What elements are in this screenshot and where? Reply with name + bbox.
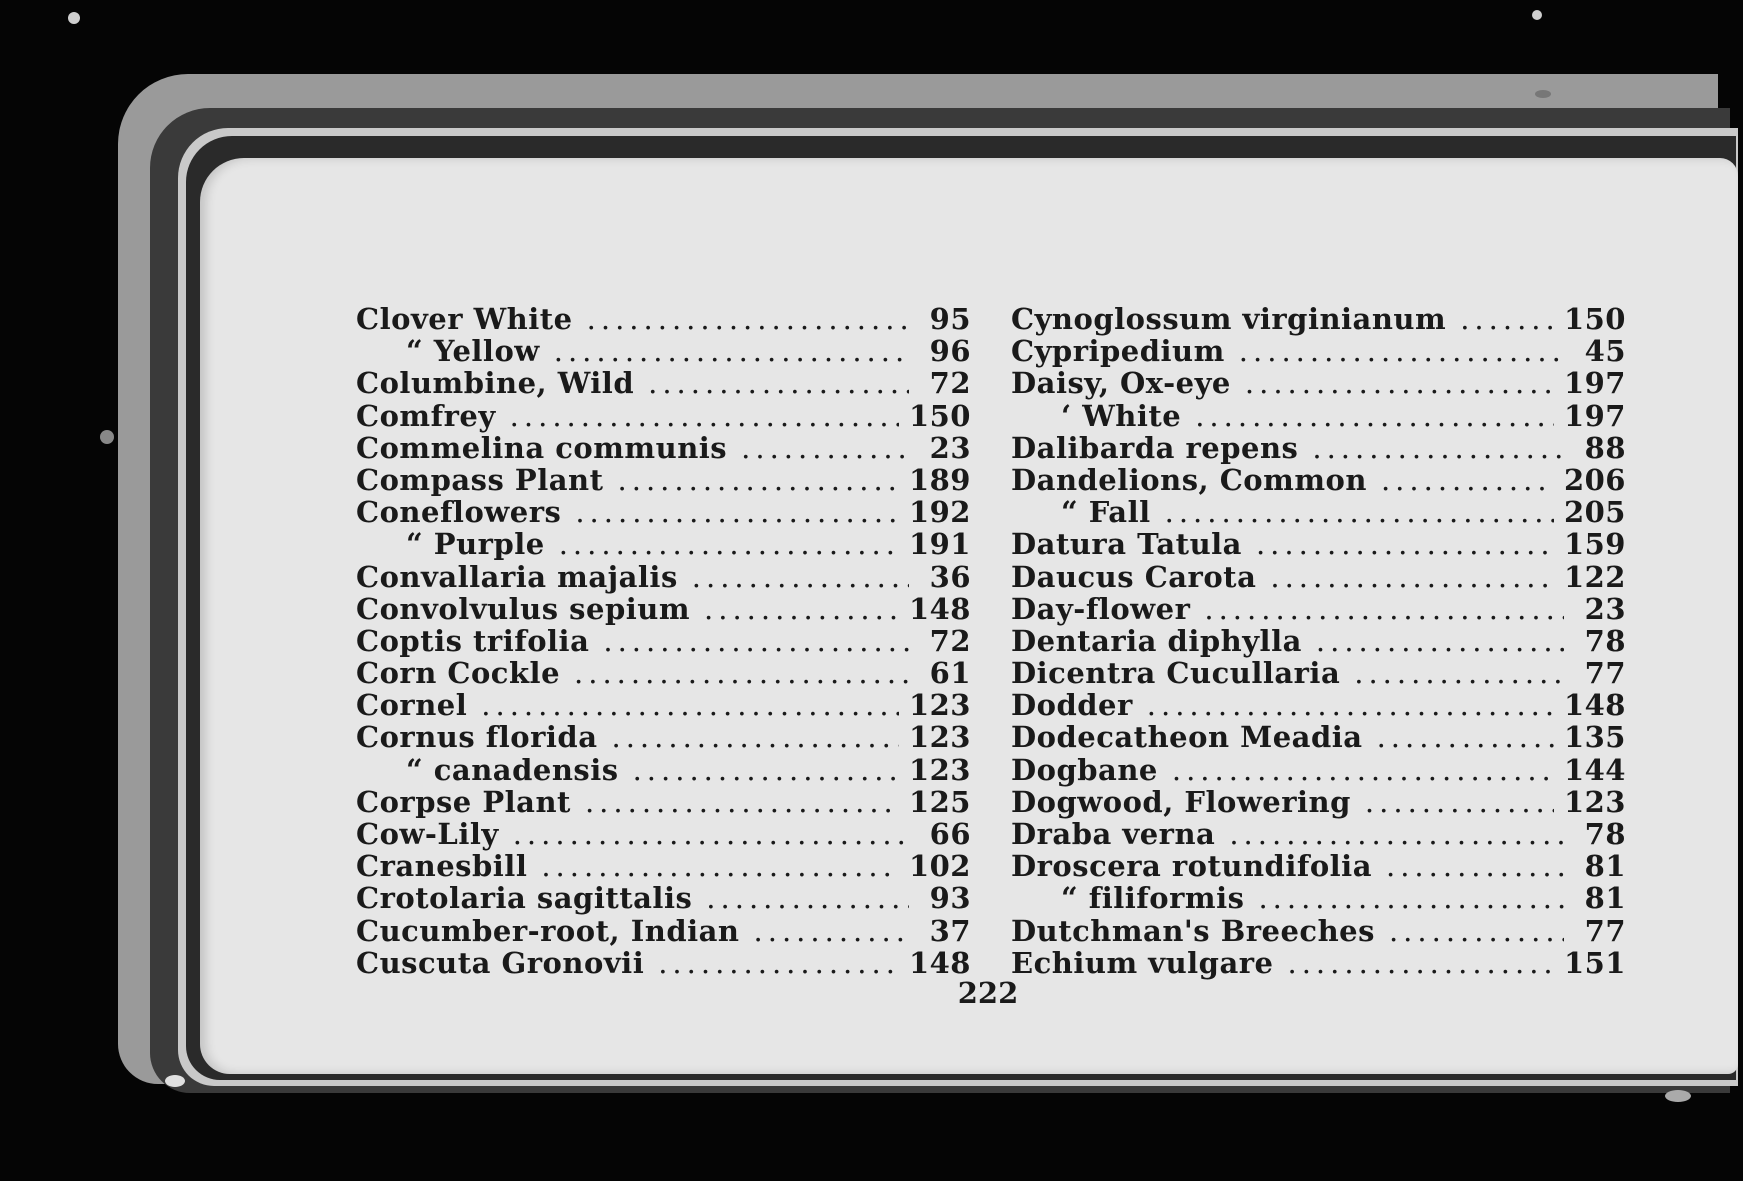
index-entry-name: Draba verna [1011,817,1216,851]
index-entry-page: 72 [929,623,971,658]
dot-leader [741,431,909,465]
dot-leader [575,495,899,529]
index-entry-name: “ Yellow [406,334,540,369]
index-entry [1011,560,1626,592]
dot-leader [648,366,909,400]
dot-leader [1316,624,1564,658]
index-entry-page: 148 [908,945,971,980]
dot-leader [754,914,909,948]
index-entry-page: 93 [929,881,971,916]
index-entry [1011,688,1626,723]
dot-leader [1365,785,1554,819]
index-entry-name: “ Purple [406,527,545,562]
index-entry [356,817,971,849]
index-entry [1011,753,1626,785]
index-entry-page: 150 [1563,302,1626,336]
index-entry [1011,624,1626,656]
index-entry-page: 36 [929,559,971,594]
dot-leader [612,720,899,754]
index-entry-page: 78 [1584,817,1626,851]
dot-leader [1270,560,1554,594]
dot-leader [574,656,909,690]
dot-leader [481,688,899,722]
index-entry-name: “ canadensis [406,752,619,787]
index-entry-page: 95 [929,302,971,336]
dot-leader [587,302,909,336]
film-speck [1665,1090,1691,1102]
index-entry-name: Convallaria majalis [356,559,678,594]
dot-leader [1229,817,1564,851]
index-entry [356,688,971,723]
film-speck [1535,90,1551,98]
index-entry-name: Compass Plant [356,462,604,497]
index-entry-page: 125 [908,784,971,819]
index-entry-page: 205 [1563,495,1626,530]
index-entry [1011,881,1626,916]
index-entry-page: 37 [929,913,971,948]
index-entry [356,849,971,884]
index-entry [356,656,971,691]
index-entry [1011,720,1626,755]
dot-leader [513,817,909,851]
index-entry-page: 197 [1563,366,1626,401]
index-entry-name: Dutchman's Breeches [1011,913,1375,948]
index-entry [356,366,971,401]
dot-leader [1354,656,1564,690]
index-entry-page: 122 [1563,559,1626,594]
index-entry-page: 81 [1584,849,1626,884]
index-entry-page: 123 [908,752,971,787]
dot-leader [541,849,899,883]
index-entry [1011,785,1626,817]
index-entry [1011,849,1626,884]
index-entry-name: Clover White [356,302,573,336]
index-entry [1011,656,1626,691]
index-column-right [1011,302,1626,978]
index-entry [356,302,971,334]
dot-leader [1312,431,1564,465]
index-entry-page: 66 [929,817,971,851]
index-entry-page: 135 [1563,720,1626,755]
index-entry-name: Dentaria diphylla [1011,623,1302,658]
index-column-left [356,302,971,978]
index-entry-name: Convolvulus sepium [356,591,691,626]
index-entry [1011,914,1626,946]
index-entry-name: Dodecatheon Meadia [1011,720,1363,755]
dot-leader [692,560,909,594]
index-entry-page: 123 [1563,784,1626,819]
dot-leader [1381,463,1554,497]
index-entry-name: Dodder [1011,688,1133,723]
index-entry-name: Dandelions, Common [1011,462,1367,497]
dot-leader [1377,720,1554,754]
index-entry-name: Cucumber-root, Indian [356,913,740,948]
dot-leader [554,334,909,368]
index-entry [356,463,971,495]
dot-leader [1147,688,1554,722]
index-entry [1011,592,1626,624]
dot-leader [1258,881,1564,915]
film-speck [1532,10,1542,20]
dot-leader [559,527,899,561]
index-entry-name: “ filiformis [1061,881,1245,916]
index-entry-page: 150 [908,398,971,433]
film-speck [68,12,80,24]
index-entry-name: Cow-Lily [356,817,499,851]
index-entry [356,431,971,463]
index-entry [356,495,971,530]
dot-leader [603,624,909,658]
index-entry-page: 77 [1584,913,1626,948]
index-entry [1011,527,1626,562]
index-entry [356,624,971,656]
index-entry-name: Daisy, Ox-eye [1011,366,1231,401]
dot-leader [633,753,899,787]
dot-leader [1204,592,1564,626]
index-entry [1011,431,1626,463]
index-entry-name: Commelina communis [356,430,728,465]
dot-leader [1195,399,1554,433]
index-entry-name: Droscera rotundifolia [1011,849,1372,884]
index-entry-page: 88 [1584,430,1626,465]
index-entry-page: 197 [1563,398,1626,433]
dot-leader [1245,366,1554,400]
index-entry-name: Dogbane [1011,752,1158,787]
index-entry-page: 72 [929,366,971,401]
index-entry [356,881,971,916]
dot-leader [1389,914,1564,948]
index-entry-page: 189 [908,462,971,497]
index-entry-name: Comfrey [356,398,496,433]
index-entry-name: Echium vulgare [1011,945,1274,980]
index-entry-page: 23 [929,430,971,465]
dot-leader [1256,527,1554,561]
index-entry-name: Dogwood, Flowering [1011,784,1351,819]
page-number: 222 [957,976,1019,1010]
index-entry [1011,334,1626,369]
index-entry-page: 206 [1563,462,1626,497]
index-entry [356,334,971,369]
dot-leader [618,463,899,497]
index-entry-page: 23 [1584,591,1626,626]
index-entry [356,592,971,624]
index-entry-name: Dalibarda repens [1011,430,1299,465]
index-entry-page: 102 [908,849,971,884]
index-entry-page: 78 [1584,623,1626,658]
dot-leader [1165,495,1554,529]
index-entry-page: 123 [908,688,971,723]
index-entry-name: Coneflowers [356,495,562,530]
film-speck [165,1075,185,1087]
dot-leader [1460,302,1554,336]
index-entry [356,753,971,785]
index-entry-page: 148 [1563,688,1626,723]
index-entry-name: Corpse Plant [356,784,571,819]
index-entry-name: Corn Cockle [356,656,561,691]
dot-leader [1386,849,1564,883]
index-entry-name: Day-flower [1011,591,1191,626]
index-entry [1011,463,1626,495]
index-entry [1011,399,1626,431]
index-entry-page: 192 [908,495,971,530]
index-entry-name: Cynoglossum virginianum [1011,302,1447,336]
index-entry-name: Cornel [356,688,468,723]
index-entry [356,914,971,946]
index-entry-page: 123 [908,720,971,755]
index-entry-name: Crotolaria sagittalis [356,881,693,916]
dot-leader [1287,946,1553,980]
index-entry-page: 151 [1563,945,1626,980]
index-entry-name: Coptis trifolia [356,623,590,658]
index-entry-page: 96 [929,334,971,369]
index-entry [356,399,971,431]
index-entry-name: Cypripedium [1011,334,1225,369]
dot-leader [510,399,899,433]
index-entry [356,946,971,978]
index-entry-page: 144 [1563,752,1626,787]
index-entry [356,527,971,562]
dot-leader [706,881,909,915]
index-entry-page: 81 [1584,881,1626,916]
index-entry [1011,302,1626,334]
index-entry-name: Cuscuta Gronovii [356,945,645,980]
index-entry-name: Dicentra Cucullaria [1011,656,1341,691]
index-entry-page: 61 [929,656,971,691]
film-speck [100,430,114,444]
index-entry-name: Columbine, Wild [356,366,635,401]
index-entry-name: Daucus Carota [1011,559,1257,594]
index-entry [356,785,971,817]
index-entry-name: Datura Tatula [1011,527,1242,562]
index-entry [1011,366,1626,401]
index-entry-name: ‘ White [1061,398,1182,433]
index-entry [356,720,971,755]
index-entry-page: 77 [1584,656,1626,691]
dot-leader [1172,753,1554,787]
index-entry [1011,946,1626,978]
index-entry-name: “ Fall [1061,495,1151,530]
index-entry [356,560,971,592]
index-entry-page: 45 [1584,334,1626,369]
index-entry-page: 148 [908,591,971,626]
dot-leader [585,785,899,819]
index-entry [1011,495,1626,530]
dot-leader [658,946,899,980]
index-entry-name: Cornus florida [356,720,598,755]
index-entry [1011,817,1626,849]
index-entry-name: Cranesbill [356,849,528,884]
index-entry-page: 191 [908,527,971,562]
index-entry-page: 159 [1563,527,1626,562]
dot-leader [1239,334,1564,368]
dot-leader [704,592,899,626]
